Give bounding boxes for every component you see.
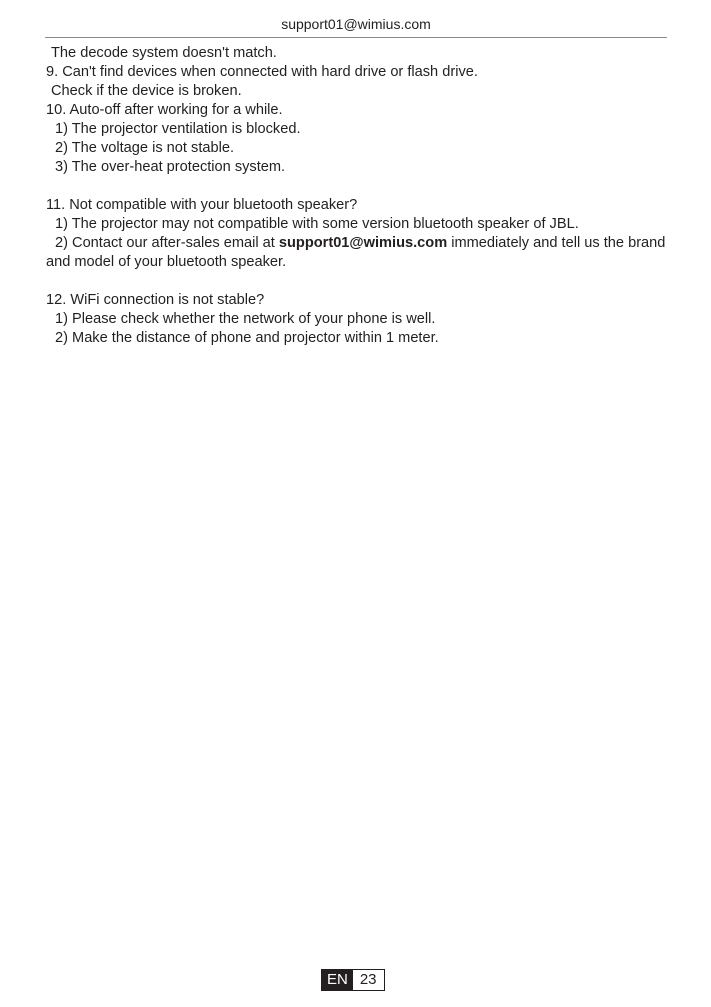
header-email: support01@wimius.com [281, 16, 431, 32]
item-10-point-2: 2) The voltage is not stable. [55, 140, 235, 156]
item-10-point-3: 3) The over-heat protection system. [55, 159, 286, 175]
item-10-title: 10. Auto-off after working for a while. [46, 102, 283, 118]
page-footer-tag [321, 969, 385, 991]
troubleshooting-content [46, 44, 672, 348]
item-9-title: 9. Can't find devices when connected with hard drive or flash drive. [46, 64, 478, 80]
item-11-title: 11. Not compatible with your bluetooth speaker? [46, 197, 358, 213]
item-11-point-2-before: 2) Contact our after-sales email at [55, 235, 279, 251]
decode-system-line: The decode system doesn't match. [51, 45, 277, 61]
item-11-point-1: 1) The projector may not compatible with some version bluetooth speaker of JBL. [55, 216, 579, 232]
section-spacer [46, 177, 672, 196]
section-spacer [46, 272, 672, 291]
item-9-check: Check if the device is broken. [51, 83, 242, 99]
item-12-point-1: 1) Please check whether the network of your phone is well. [55, 311, 436, 327]
item-12-title: 12. WiFi connection is not stable? [46, 292, 265, 308]
item-11-point-2-after: immediately and tell us the brand and model of your bluetooth speaker. [46, 235, 666, 270]
item-11-point-2 [46, 234, 672, 272]
page-number: 23 [353, 970, 384, 990]
language-label: EN [322, 970, 353, 990]
support-email-link: support01@wimius.com [278, 235, 448, 251]
page-header [45, 15, 667, 38]
item-12-point-2: 2) Make the distance of phone and projector within 1 meter. [55, 330, 439, 346]
item-10-point-1: 1) The projector ventilation is blocked. [55, 121, 301, 137]
